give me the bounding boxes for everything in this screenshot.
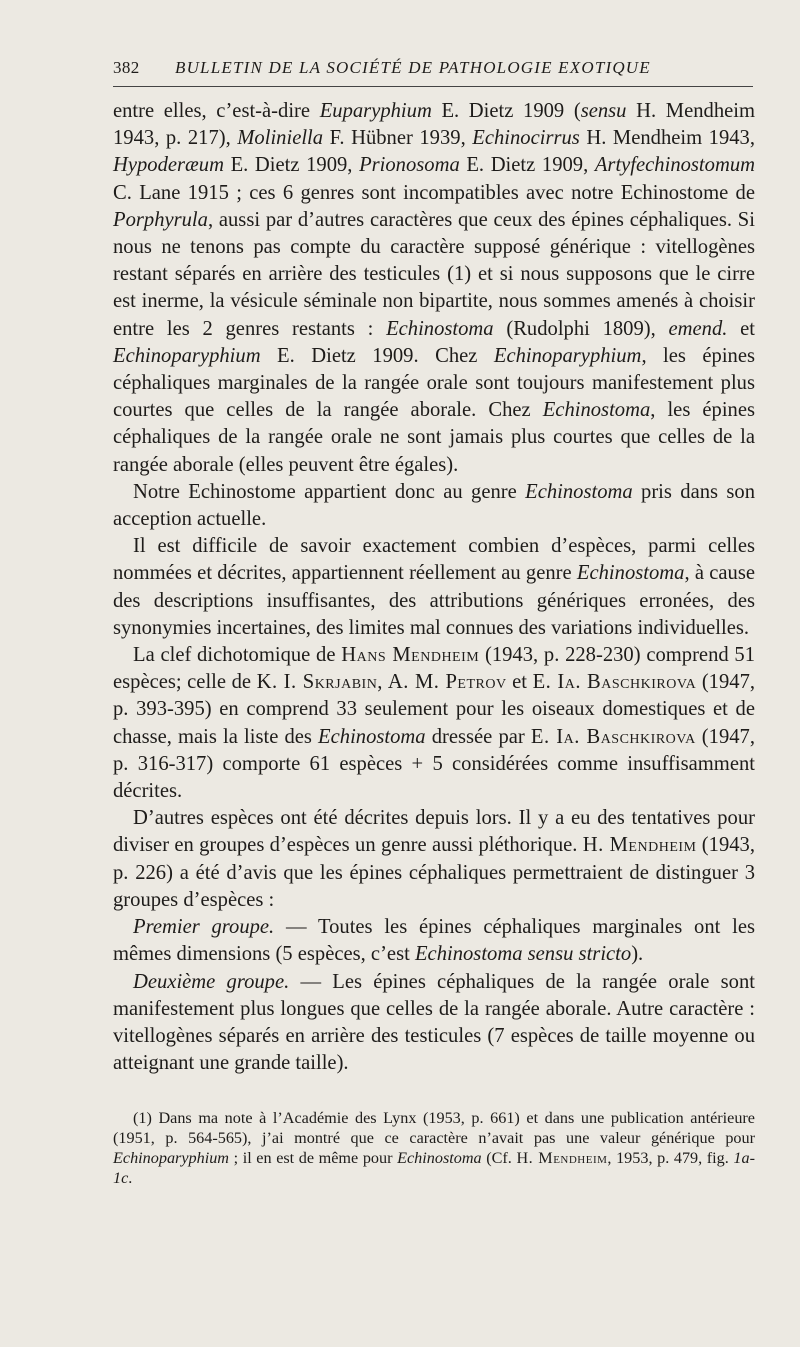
page-header <box>113 58 755 88</box>
paragraph-genera: entre elles, c’est-à-dire Euparyphium E. Dietz 1909 (sensu H. Mendheim 1943, p. 217), Moliniella F. Hübner 1939, Echinocirrus H. Mendheim 1943, Hypoderæum E. Dietz 1909, Prionosoma E. Dietz 1909, Artyfechinostomum C. Lane 1915 ; ces 6 genres sont incompatibles avec notre Echinostome de Porphyrula, aussi par d’autres caractères que ceux des épines céphaliques. Si nous ne tenons pas compte du caractère supposé générique : vitellogènes restant séparés en arrière des testicules (1) et si nous supposons que le cirre est inerme, la vésicule séminale non bipartite, nous sommes amenés à choisir entre les 2 genres restants : Echinostoma (Rudolphi 1809), emend. et Echinoparyphium E. Dietz 1909. Chez Echinoparyphium, les épines céphaliques marginales de la rangée orale sont toujours manifestement plus courtes que celles de la rangée aborale. Chez Echinostoma, les épines céphaliques de la rangée orale ne sont jamais plus courtes que celles de la rangée aborale (elles peuvent être égales). <box>113 100 756 476</box>
paragraph-groups-intro: D’autres espèces ont été décrites depuis lors. Il y a eu des tentatives pour diviser en groupes d’espèces un genre aussi pléthorique. H. Mendheim (1943, p. 226) a été d’avis que les épines céphaliques permettraient de distinguer 3 groupes d’espèces : <box>113 807 756 911</box>
paragraph-first-group: Premier groupe. — Toutes les épines céphaliques marginales ont les mêmes dimensions (5 espèces, c’est Echinostoma sensu stricto). <box>113 916 756 966</box>
paragraph-conclusion: Notre Echinostome appartient donc au genre Echinostoma pris dans son acception actuelle. <box>113 480 755 531</box>
running-title: BULLETIN DE LA SOCIÉTÉ DE PATHOLOGIE EXOTIQUE <box>175 58 651 77</box>
page-number: 382 <box>113 58 140 77</box>
paragraph-difficulty: Il est difficile de savoir exactement combien d’espèces, parmi celles nommées et décrites, appartiennent réellement au genre Echinostoma, à cause des descriptions insuffisantes, des attributions génériques erronées, des synonymies incertaines, des limites mal connues des variations individuelles. <box>113 535 755 639</box>
paragraph-second-group: Deuxième groupe. — Les épines céphaliques de la rangée orale sont manifestement plus longues que celles de la rangée aborale. Autre caractère : vitellogènes séparés en arrière des testicules (7 espèces de taille moyenne ou atteignant une grande taille). <box>113 970 755 1075</box>
footnote-text: (1) Dans ma note à l’Académie des Lynx (1953, p. 661) et dans une publication antérieure (1951, p. 564-565), j’ai montré que ce caractère n’avait pas une valeur générique pour Echinoparyphium ; il en est de même pour Echinostoma (Cf. H. Mendheim, 1953, p. 479, fig. 1a-1c. <box>113 1109 755 1187</box>
main-text <box>113 98 755 1077</box>
paragraph-keys: La clef dichotomique de Hans Mendheim (1943, p. 228-230) comprend 51 espèces; celle de K. I. Skrjabin, A. M. Petrov et E. Ia. Baschkirova (1947, p. 393-395) en comprend 33 seulement pour les oiseaux domestiques et de chasse, mais la liste des Echinostoma dressée par E. Ia. Baschkirova (1947, p. 316-317) comporte 61 espèces + 5 considérées comme insuffisamment décrites. <box>113 644 756 803</box>
header-rule <box>113 86 753 87</box>
footnote <box>113 1108 755 1188</box>
